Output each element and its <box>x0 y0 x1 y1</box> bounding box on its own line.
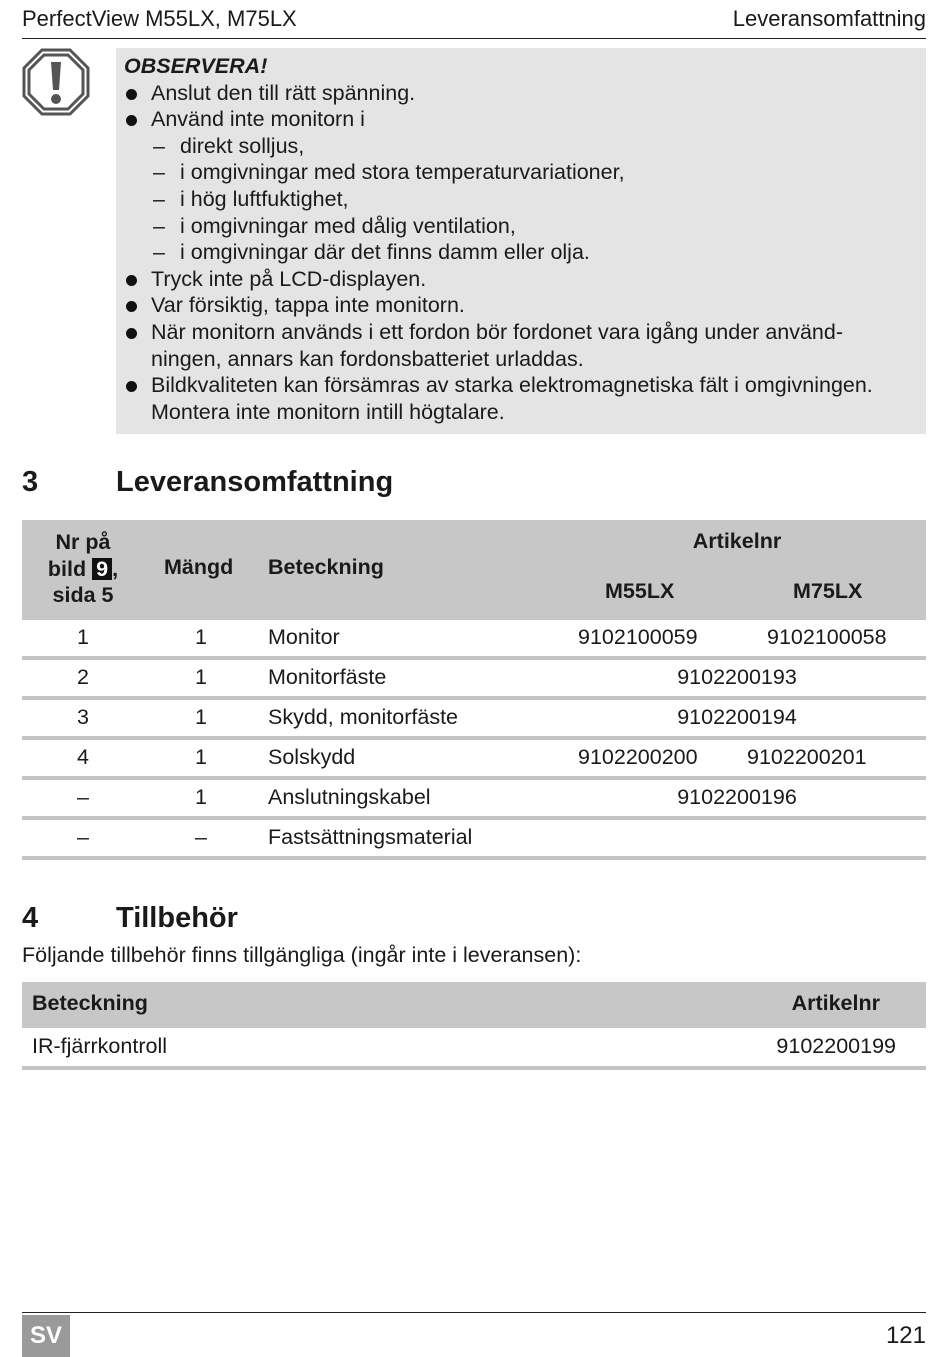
notice-item <box>124 266 918 293</box>
language-tab: SV <box>22 1315 70 1357</box>
cell-nr: – <box>77 825 89 849</box>
cell-article-m55lx: 9102200200 <box>578 745 698 769</box>
col-header-quantity: Mängd <box>164 555 234 579</box>
cell-description: Solskydd <box>268 745 356 769</box>
cell-article-number: 9102200196 <box>677 785 797 809</box>
cell-description: Anslutningskabel <box>268 785 431 809</box>
cell-nr: 4 <box>77 745 89 769</box>
col-header-nr-line3: sida 5 <box>52 583 114 607</box>
table-row <box>22 820 926 860</box>
acc-cell-description: IR-fjärrkontroll <box>32 1034 167 1058</box>
bullet-dot-icon <box>126 328 137 339</box>
header-product-title: PerfectView M55LX, M75LX <box>22 6 297 31</box>
cell-article-m75lx: 9102200201 <box>747 745 867 769</box>
notice-item-text: Montera inte monitorn intill högtalare. <box>151 399 505 424</box>
cell-description: Fastsättningsmaterial <box>268 825 473 849</box>
notice-item-text: i omgivningar där det finns damm eller olja. <box>180 240 590 265</box>
table-row <box>22 620 926 660</box>
col-header-nr-line1: Nr på <box>55 530 111 554</box>
cell-article-number: 9102200194 <box>677 705 797 729</box>
notice-item <box>124 213 918 240</box>
notice-item <box>124 239 918 266</box>
section-3-number: 3 <box>22 466 39 498</box>
notice-item <box>124 372 918 399</box>
cell-article-m55lx: 9102100059 <box>578 625 698 649</box>
cell-article-m75lx: 9102100058 <box>767 625 887 649</box>
notice-item <box>124 346 918 373</box>
notice-item-text: Anslut den till rätt spänning. <box>151 80 416 105</box>
notice-item <box>124 133 918 160</box>
bullet-dot-icon <box>126 381 137 392</box>
notice-item-text: När monitorn används i ett fordon bör fordonet vara igång under använd- <box>151 319 844 344</box>
notice-item-text: direkt solljus, <box>180 133 305 158</box>
notice-item-text: i hög luftfuktighet, <box>180 186 349 211</box>
notice-item <box>124 319 918 346</box>
cell-quantity: 1 <box>195 625 207 649</box>
cell-description: Monitorfäste <box>268 665 387 689</box>
figure-number-badge: 9 <box>92 558 112 580</box>
acc-col-header-description: Beteckning <box>32 991 148 1015</box>
cell-quantity: – <box>195 825 207 849</box>
notice-item-text: i omgivningar med stora temperaturvariationer, <box>180 160 625 185</box>
table-row <box>22 660 926 700</box>
notice-item-text: Bildkvaliteten kan försämras av starka elektromagnetiska fält i omgivningen. <box>151 373 873 398</box>
cell-quantity: 1 <box>195 705 207 729</box>
notice-item <box>124 80 918 107</box>
col-header-nr-line2 <box>22 556 144 583</box>
bullet-dot-icon <box>126 115 137 126</box>
section-4-title: Tillbehör <box>116 902 238 934</box>
notice-title: OBSERVERA! <box>124 54 268 78</box>
page-number: 121 <box>885 1322 926 1349</box>
warning-exclamation-octagon-icon <box>22 48 90 116</box>
table-row <box>22 780 926 820</box>
cell-nr: – <box>77 785 89 809</box>
notice-item <box>124 159 918 186</box>
accessories-table-header <box>22 982 926 1028</box>
cell-nr: 3 <box>77 705 89 729</box>
notice-item <box>124 106 918 133</box>
notice-list <box>124 80 918 426</box>
col-header-nr-comma: , <box>112 556 119 581</box>
col-header-nr <box>22 529 144 609</box>
notice-item-text: Använd inte monitorn i <box>151 107 365 132</box>
notice-item <box>124 186 918 213</box>
dash-marker: – <box>153 133 165 158</box>
delivery-table-body <box>22 620 926 860</box>
col-header-m55lx: M55LX <box>605 579 675 603</box>
bullet-dot-icon <box>126 89 137 100</box>
col-header-m75lx: M75LX <box>793 579 863 603</box>
warning-notice-box <box>116 48 926 434</box>
notice-item-text: Var försiktig, tappa inte monitorn. <box>151 293 465 318</box>
footer-rule <box>22 1312 926 1313</box>
bullet-dot-icon <box>126 275 137 286</box>
acc-col-header-article-number: Artikelnr <box>791 991 880 1015</box>
section-3-title: Leveransomfattning <box>116 466 394 498</box>
dash-marker: – <box>153 160 165 185</box>
col-header-nr-bild: bild <box>47 556 87 581</box>
cell-quantity: 1 <box>195 785 207 809</box>
dash-marker: – <box>153 213 165 238</box>
col-header-description: Beteckning <box>268 555 384 579</box>
table-row <box>22 740 926 780</box>
notice-item-text: i omgivningar med dålig ventilation, <box>180 213 516 238</box>
bullet-dot-icon <box>126 301 137 312</box>
cell-article-number: 9102200193 <box>677 665 797 689</box>
dash-marker: – <box>153 240 165 265</box>
cell-description: Skydd, monitorfäste <box>268 705 459 729</box>
accessories-table <box>22 982 926 1070</box>
header-section-title: Leveransomfattning <box>732 6 926 31</box>
cell-quantity: 1 <box>195 745 207 769</box>
accessories-table-body <box>22 1028 926 1070</box>
delivery-table-header <box>22 520 926 620</box>
dash-marker: – <box>153 186 165 211</box>
accessories-intro: Följande tillbehör finns tillgängliga (ingår inte i leveransen): <box>22 943 582 967</box>
section-4-number: 4 <box>22 902 39 934</box>
acc-cell-article-number: 9102200199 <box>776 1034 896 1058</box>
cell-nr: 2 <box>77 665 89 689</box>
cell-quantity: 1 <box>195 665 207 689</box>
cell-description: Monitor <box>268 625 340 649</box>
table-row <box>22 700 926 740</box>
notice-item-text: ningen, annars kan fordonsbatteriet urladdas. <box>151 346 584 371</box>
table-row <box>22 1028 926 1070</box>
notice-item <box>124 292 918 319</box>
notice-item <box>124 399 918 426</box>
delivery-scope-table <box>22 520 926 860</box>
col-header-article-number: Artikelnr <box>692 529 782 553</box>
notice-item-text: Tryck inte på LCD-displayen. <box>151 266 427 291</box>
page-header <box>22 4 926 39</box>
cell-nr: 1 <box>77 625 89 649</box>
